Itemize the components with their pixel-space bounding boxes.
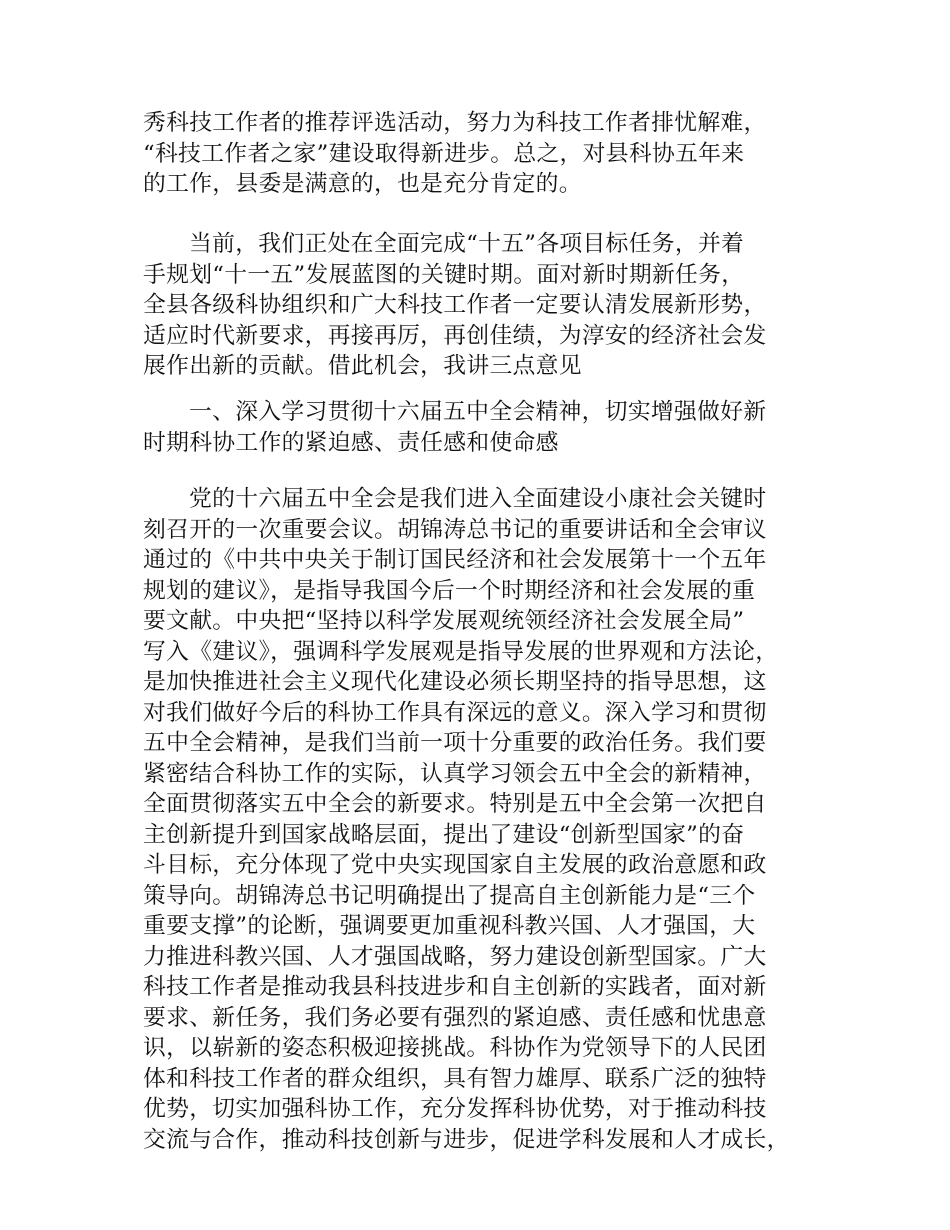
- paragraph-continuation: [143, 108, 825, 200]
- text-line: 体和科技工作者的群众组织，具有智力雄厚、联系广泛的独特: [143, 1065, 767, 1092]
- text-line: 主创新提升到国家战略层面，提出了建设“创新型国家”的奋: [143, 821, 745, 848]
- paragraph-current-situation: [143, 229, 825, 382]
- text-line: 全面贯彻落实五中全会的新要求。特别是五中全会第一次把自: [143, 791, 767, 817]
- text-line: 党的十六届五中全会是我们进入全面建设小康社会关键时: [189, 486, 767, 512]
- text-line: 要文献。中央把“坚持以科学发展观统领经济社会发展全局”: [143, 608, 745, 634]
- text-line: “科技工作者之家”建设取得新进步。总之，对县科协五年来: [143, 140, 745, 167]
- text-line: 全县各级科协组织和广大科技工作者一定要认清发展新形势，: [143, 292, 767, 318]
- text-line: 时期科协工作的紧迫感、责任感和使命感: [143, 429, 559, 456]
- paragraph-plenum-spirit: [143, 484, 825, 1155]
- text-line: 重要支撑”的论断，强调要更加重视科教兴国、人才强国，大: [143, 913, 756, 939]
- text-line: 一、深入学习贯彻十六届五中全会精神，切实增强做好新: [189, 399, 767, 425]
- text-line: 通过的《中共中央关于制订国民经济和社会发展第十一个五年: [143, 547, 767, 573]
- text-line: 识，以崭新的姿态积极迎接挑战。科协作为党领导下的人民团: [143, 1035, 767, 1061]
- text-line: 五中全会精神，是我们当前一项十分重要的政治任务。我们要: [143, 730, 767, 756]
- text-line: 力推进科教兴国、人才强国战略，努力建设创新型国家。广大: [143, 943, 767, 970]
- text-line: 的工作，县委是满意的，也是充分肯定的。: [143, 171, 582, 197]
- text-line: 紧密结合科协工作的实际，认真学习领会五中全会的新精神，: [143, 760, 767, 787]
- text-line: 策导向。胡锦涛总书记明确提出了提高自主创新能力是“三个: [143, 882, 756, 909]
- section-heading: [143, 397, 825, 458]
- text-line: 写入《建议》，强调科学发展观是指导发展的世界观和方法论，: [143, 638, 779, 665]
- text-line: 要求、新任务，我们务必要有强烈的紧迫感、责任感和忧患意: [143, 1004, 767, 1031]
- text-line: 规划的建议》，是指导我国今后一个时期经济和社会发展的重: [143, 577, 756, 604]
- text-line: 科技工作者是推动我县科技进步和自主创新的实践者，面对新: [143, 974, 767, 1000]
- text-line: 当前，我们正处在全面完成“十五”各项目标任务，并着: [189, 231, 745, 257]
- text-line: 斗目标，充分体现了党中央实现国家自主发展的政治意愿和政: [143, 852, 767, 878]
- text-line: 手规划“十一五”发展蓝图的关键时期。面对新时期新任务，: [143, 261, 745, 288]
- text-line: 是加快推进社会主义现代化建设必须长期坚持的指导思想，这: [143, 669, 767, 695]
- text-line: 优势，切实加强科协工作，充分发挥科协优势，对于推动科技: [143, 1096, 767, 1122]
- text-line: 展作出新的贡献。借此机会，我讲三点意见: [143, 353, 582, 379]
- text-line: 适应时代新要求，再接再厉，再创佳绩，为淳安的经济社会发: [143, 322, 767, 349]
- text-line: 秀科技工作者的推荐评选活动，努力为科技工作者排忧解难，: [143, 110, 767, 136]
- text-line: 刻召开的一次重要会议。胡锦涛总书记的重要讲话和全会审议: [143, 516, 767, 543]
- text-line: 交流与合作，推动科技创新与进步，促进学科发展和人才成长，: [143, 1126, 790, 1153]
- text-line: 对我们做好今后的科协工作具有深远的意义。深入学习和贯彻: [143, 699, 767, 726]
